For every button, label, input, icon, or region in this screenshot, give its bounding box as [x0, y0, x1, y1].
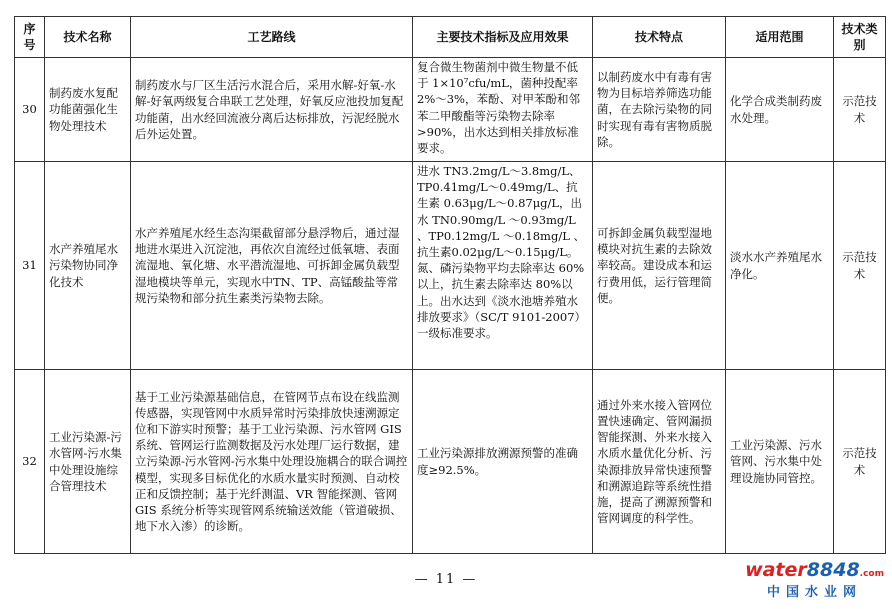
cell-route: 基于工业污染源基础信息，在管网节点布设在线监测传感器，实现管网中水质异常时污染排放快速溯源定位和下游实时预警；基于工业污染源、污水管网 GIS 系统、管网运行监测数据及污水处理厂运行数据，建立污染源-污水管网-污水集中处理设施耦合的联合调控模型，实现多目标优化的水质水量实时预测、自动校正和反馈控制；基于光纤测温、VR 智能探测、管网 GIS 系统分析等实现管网系统输送效能（管道破损、地下水入渗）的诊断。: [131, 370, 413, 554]
cell-category: 示范技术: [834, 370, 886, 554]
header-name: 技术名称: [45, 17, 131, 58]
logo-part-8848: 8848: [806, 559, 860, 581]
cell-no: 30: [15, 58, 45, 162]
cell-scope: 淡水水产养殖尾水净化。: [726, 162, 834, 370]
header-category: 技术类别: [834, 17, 886, 58]
table-row: [15, 370, 886, 554]
cell-name: 工业污染源-污水管网-污水集中处理设施综合管理技术: [45, 370, 131, 554]
cell-category: 示范技术: [834, 162, 886, 370]
header-indicators: 主要技术指标及应用效果: [413, 17, 593, 58]
cell-indicators: 复合微生物菌剂中微生物量不低于 1×10⁷cfu/mL，菌种投配率 2%～3%，苯酚、对甲苯酚和邻苯二甲酸酯等污染物去除率>90%，出水达到相关排放标准要求。: [413, 58, 593, 162]
cell-name: 制药废水复配功能菌强化生物处理技术: [45, 58, 131, 162]
cell-name: 水产养殖尾水污染物协同净化技术: [45, 162, 131, 370]
header-route: 工艺路线: [131, 17, 413, 58]
table-header-row: [15, 17, 886, 58]
cell-route: 水产养殖尾水经生态沟渠截留部分悬浮物后，通过湿地进水渠进入沉淀池，再依次自流经过低氧塘、表面流湿地、氧化塘、水平潜流湿地、可拆卸金属负载型湿地模块等单元，实现水中TN、TP、高锰酸盐等常规污染物和部分抗生素类污染物去除。: [131, 162, 413, 370]
cell-category: 示范技术: [834, 58, 886, 162]
cell-indicators: 工业污染源排放溯源预警的准确度≥92.5%。: [413, 370, 593, 554]
logo-part-water: water: [745, 559, 807, 581]
logo-part-com: .com: [859, 569, 884, 579]
technology-table: [14, 16, 886, 554]
cell-scope: 工业污染源、污水管网、污水集中处理设施协同管控。: [726, 370, 834, 554]
header-scope: 适用范围: [726, 17, 834, 58]
header-no: 序号: [15, 17, 45, 58]
header-features: 技术特点: [593, 17, 726, 58]
logo-subtitle: 中国水业网: [767, 585, 863, 600]
cell-route: 制药废水与厂区生活污水混合后，采用水解-好氧-水解-好氧两级复合串联工艺处理，好氧反应池投加复配功能菌，出水经回流液分离后达标排放，污泥经脱水后外运处置。: [131, 58, 413, 162]
cell-features: 以制药废水中有毒有害物为目标培养筛选功能菌，在去除污染物的同时实现有毒有害物质脱除。: [593, 58, 726, 162]
cell-features: 通过外来水接入管网位置快速确定、管网漏损智能探测、外来水接入水质水量优化分析、污染源排放异常快速预警和溯源追踪等系统性措施，提高了溯源预警和管网调度的科学性。: [593, 370, 726, 554]
cell-no: 31: [15, 162, 45, 370]
cell-features: 可拆卸金属负载型湿地模块对抗生素的去除效率较高。建设成本和运行费用低，运行管理简便。: [593, 162, 726, 370]
cell-indicators: 进水 TN3.2mg/L～3.8mg/L、TP0.41mg/L～0.49mg/L、抗生素 0.63μg/L～0.87μg/L，出水 TN0.90mg/L ～0.93mg/L 、TP0.12mg/L ～0.18mg/L 、抗生素0.02μg/L～0.15μg/L。氮、磷污染物平均去除率达 60%以上，抗生素去除率达 80%以上。出水达到《淡水池塘养殖水排放要求》（SC/T 9101-2007）一级标准要求。: [413, 162, 593, 370]
logo-wordmark: [745, 560, 884, 584]
cell-no: 32: [15, 370, 45, 554]
page-number: — 11 —: [414, 572, 478, 587]
table-row: [15, 58, 886, 162]
cell-scope: 化学合成类制药废水处理。: [726, 58, 834, 162]
watermark-logo: [745, 560, 884, 602]
table-row: [15, 162, 886, 370]
